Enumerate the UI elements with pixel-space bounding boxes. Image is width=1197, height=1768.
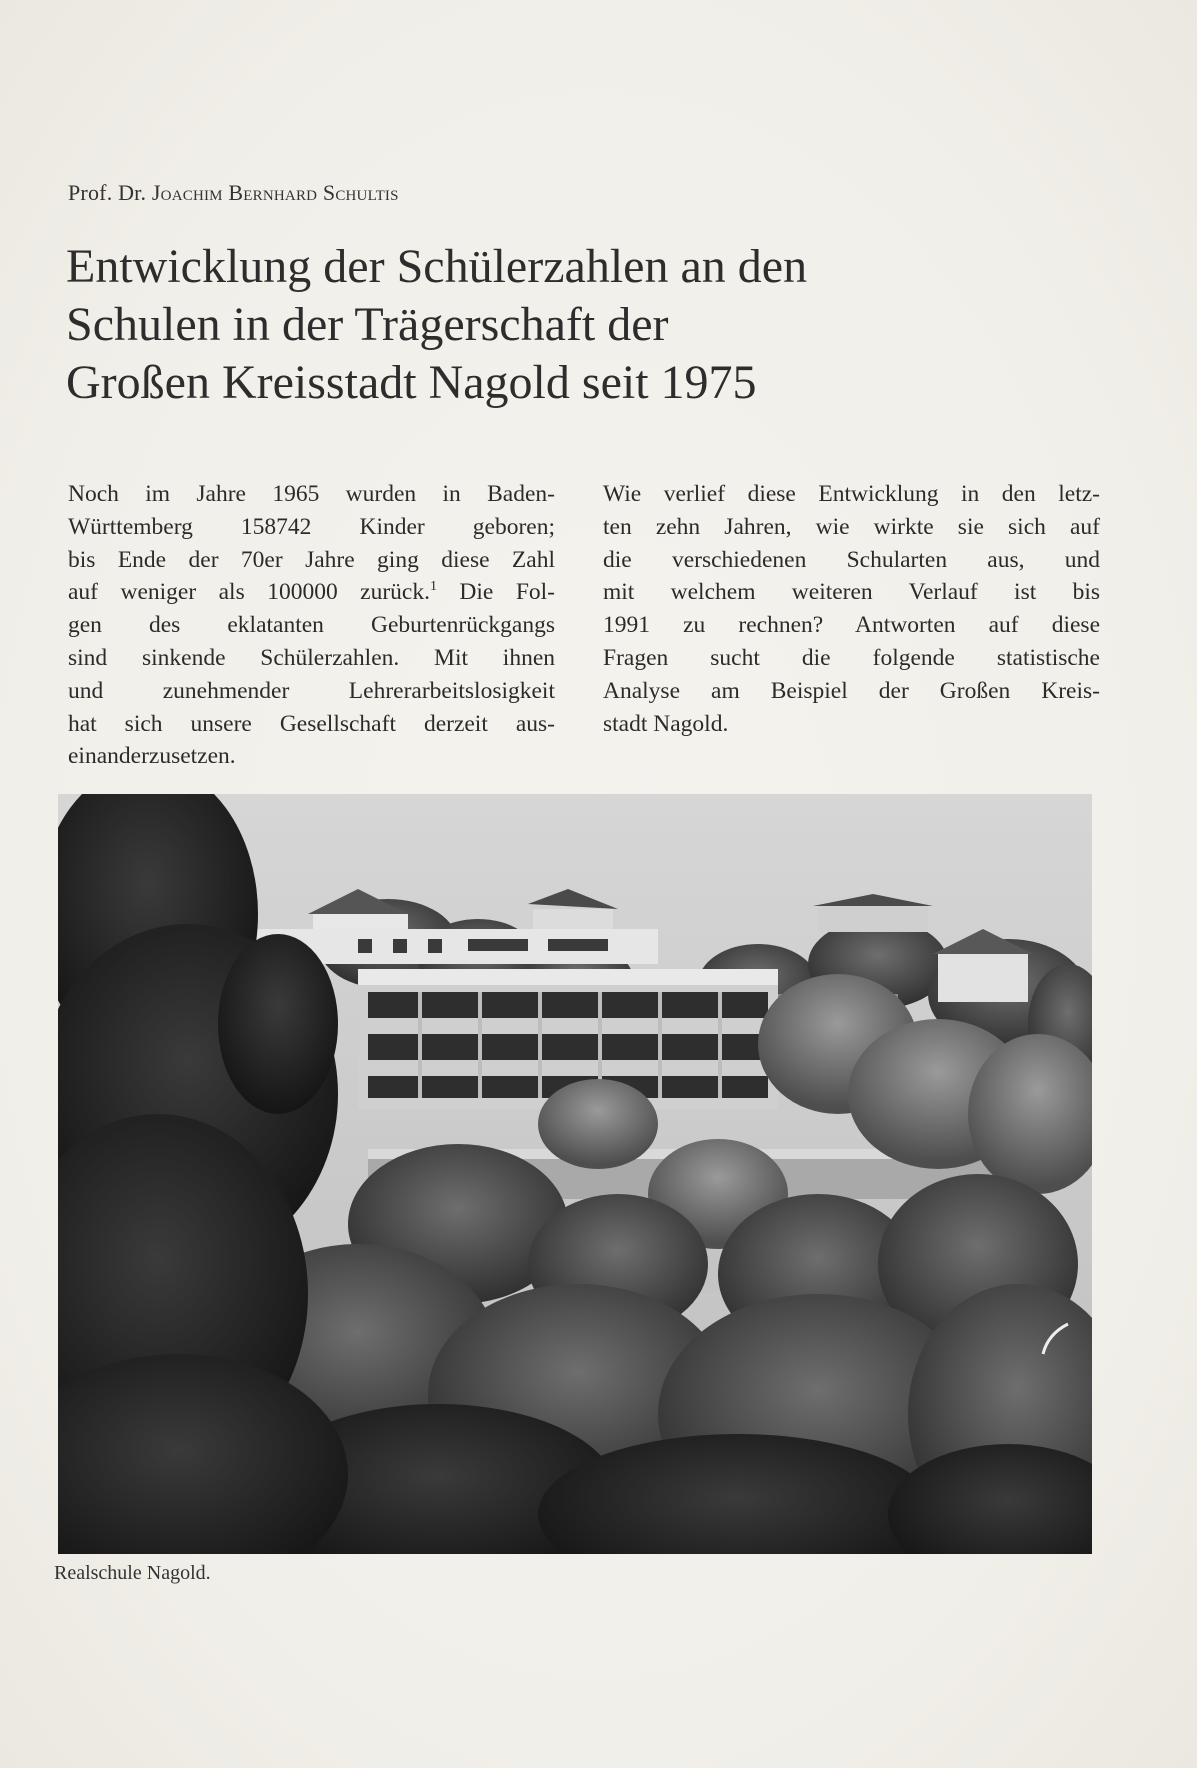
body-left-line-3: bis Ende der 70er Jahre ging diese Zahl: [68, 546, 555, 573]
body-right-line-2: ten zehn Jahren, wie wirkte sie sich auf: [603, 513, 1100, 540]
body-left-line-1: Noch im Jahre 1965 wurden in Baden-: [68, 481, 555, 507]
body-column-left: [68, 478, 555, 773]
body-left-line-4: [68, 576, 555, 609]
body-right-line-1: Wie verlief diese Entwicklung in den letz-: [603, 481, 1100, 507]
body-right-line-7: Analyse am Beispiel der Großen Kreis-: [603, 677, 1100, 704]
body-left-line-4-text: auf weniger als 100000 zurück.: [68, 579, 430, 606]
body-right-line-4: mit welchem weiteren Verlauf ist bis: [603, 579, 1100, 606]
body-left-line-8: hat sich unsere Gesellschaft derzeit aus-: [68, 710, 555, 737]
title-line-2: Schulen in der Trägerschaft der: [66, 298, 669, 351]
body-left-line-9: einanderzusetzen.: [68, 743, 236, 770]
body-left-line-2: Württemberg 158742 Kinder geboren;: [68, 513, 555, 540]
footnote-mark: 1: [429, 579, 437, 595]
school-photograph: [58, 794, 1092, 1554]
body-right-line-6: Fragen sucht die folgende statistische: [603, 644, 1100, 671]
body-right-line-3: die verschiedenen Schularten aus, und: [603, 546, 1100, 573]
author-line: [68, 180, 399, 206]
body-left-line-4-tail: Die Fol-: [436, 579, 556, 606]
author-name: Joachim Bernhard Schultis: [151, 180, 399, 205]
body-left-line-5: gen des eklatanten Geburtenrückgangs: [68, 612, 555, 639]
article-title: [66, 238, 1066, 412]
body-right-line-5: 1991 zu rechnen? Antworten auf diese: [603, 612, 1100, 639]
body-left-line-6: sind sinkende Schülerzahlen. Mit ihnen: [68, 644, 555, 671]
author-prefix: Prof. Dr.: [68, 180, 147, 205]
body-right-line-8: stadt Nagold.: [603, 710, 729, 737]
photo-caption: Realschule Nagold.: [54, 1562, 211, 1584]
title-line-1: Entwicklung der Schülerzahlen an den: [66, 240, 808, 293]
body-column-right: [603, 478, 1100, 740]
body-left-line-7: und zunehmender Lehrerarbeitslosigkeit: [68, 677, 555, 704]
title-line-3: Großen Kreisstadt Nagold seit 1975: [66, 356, 757, 409]
